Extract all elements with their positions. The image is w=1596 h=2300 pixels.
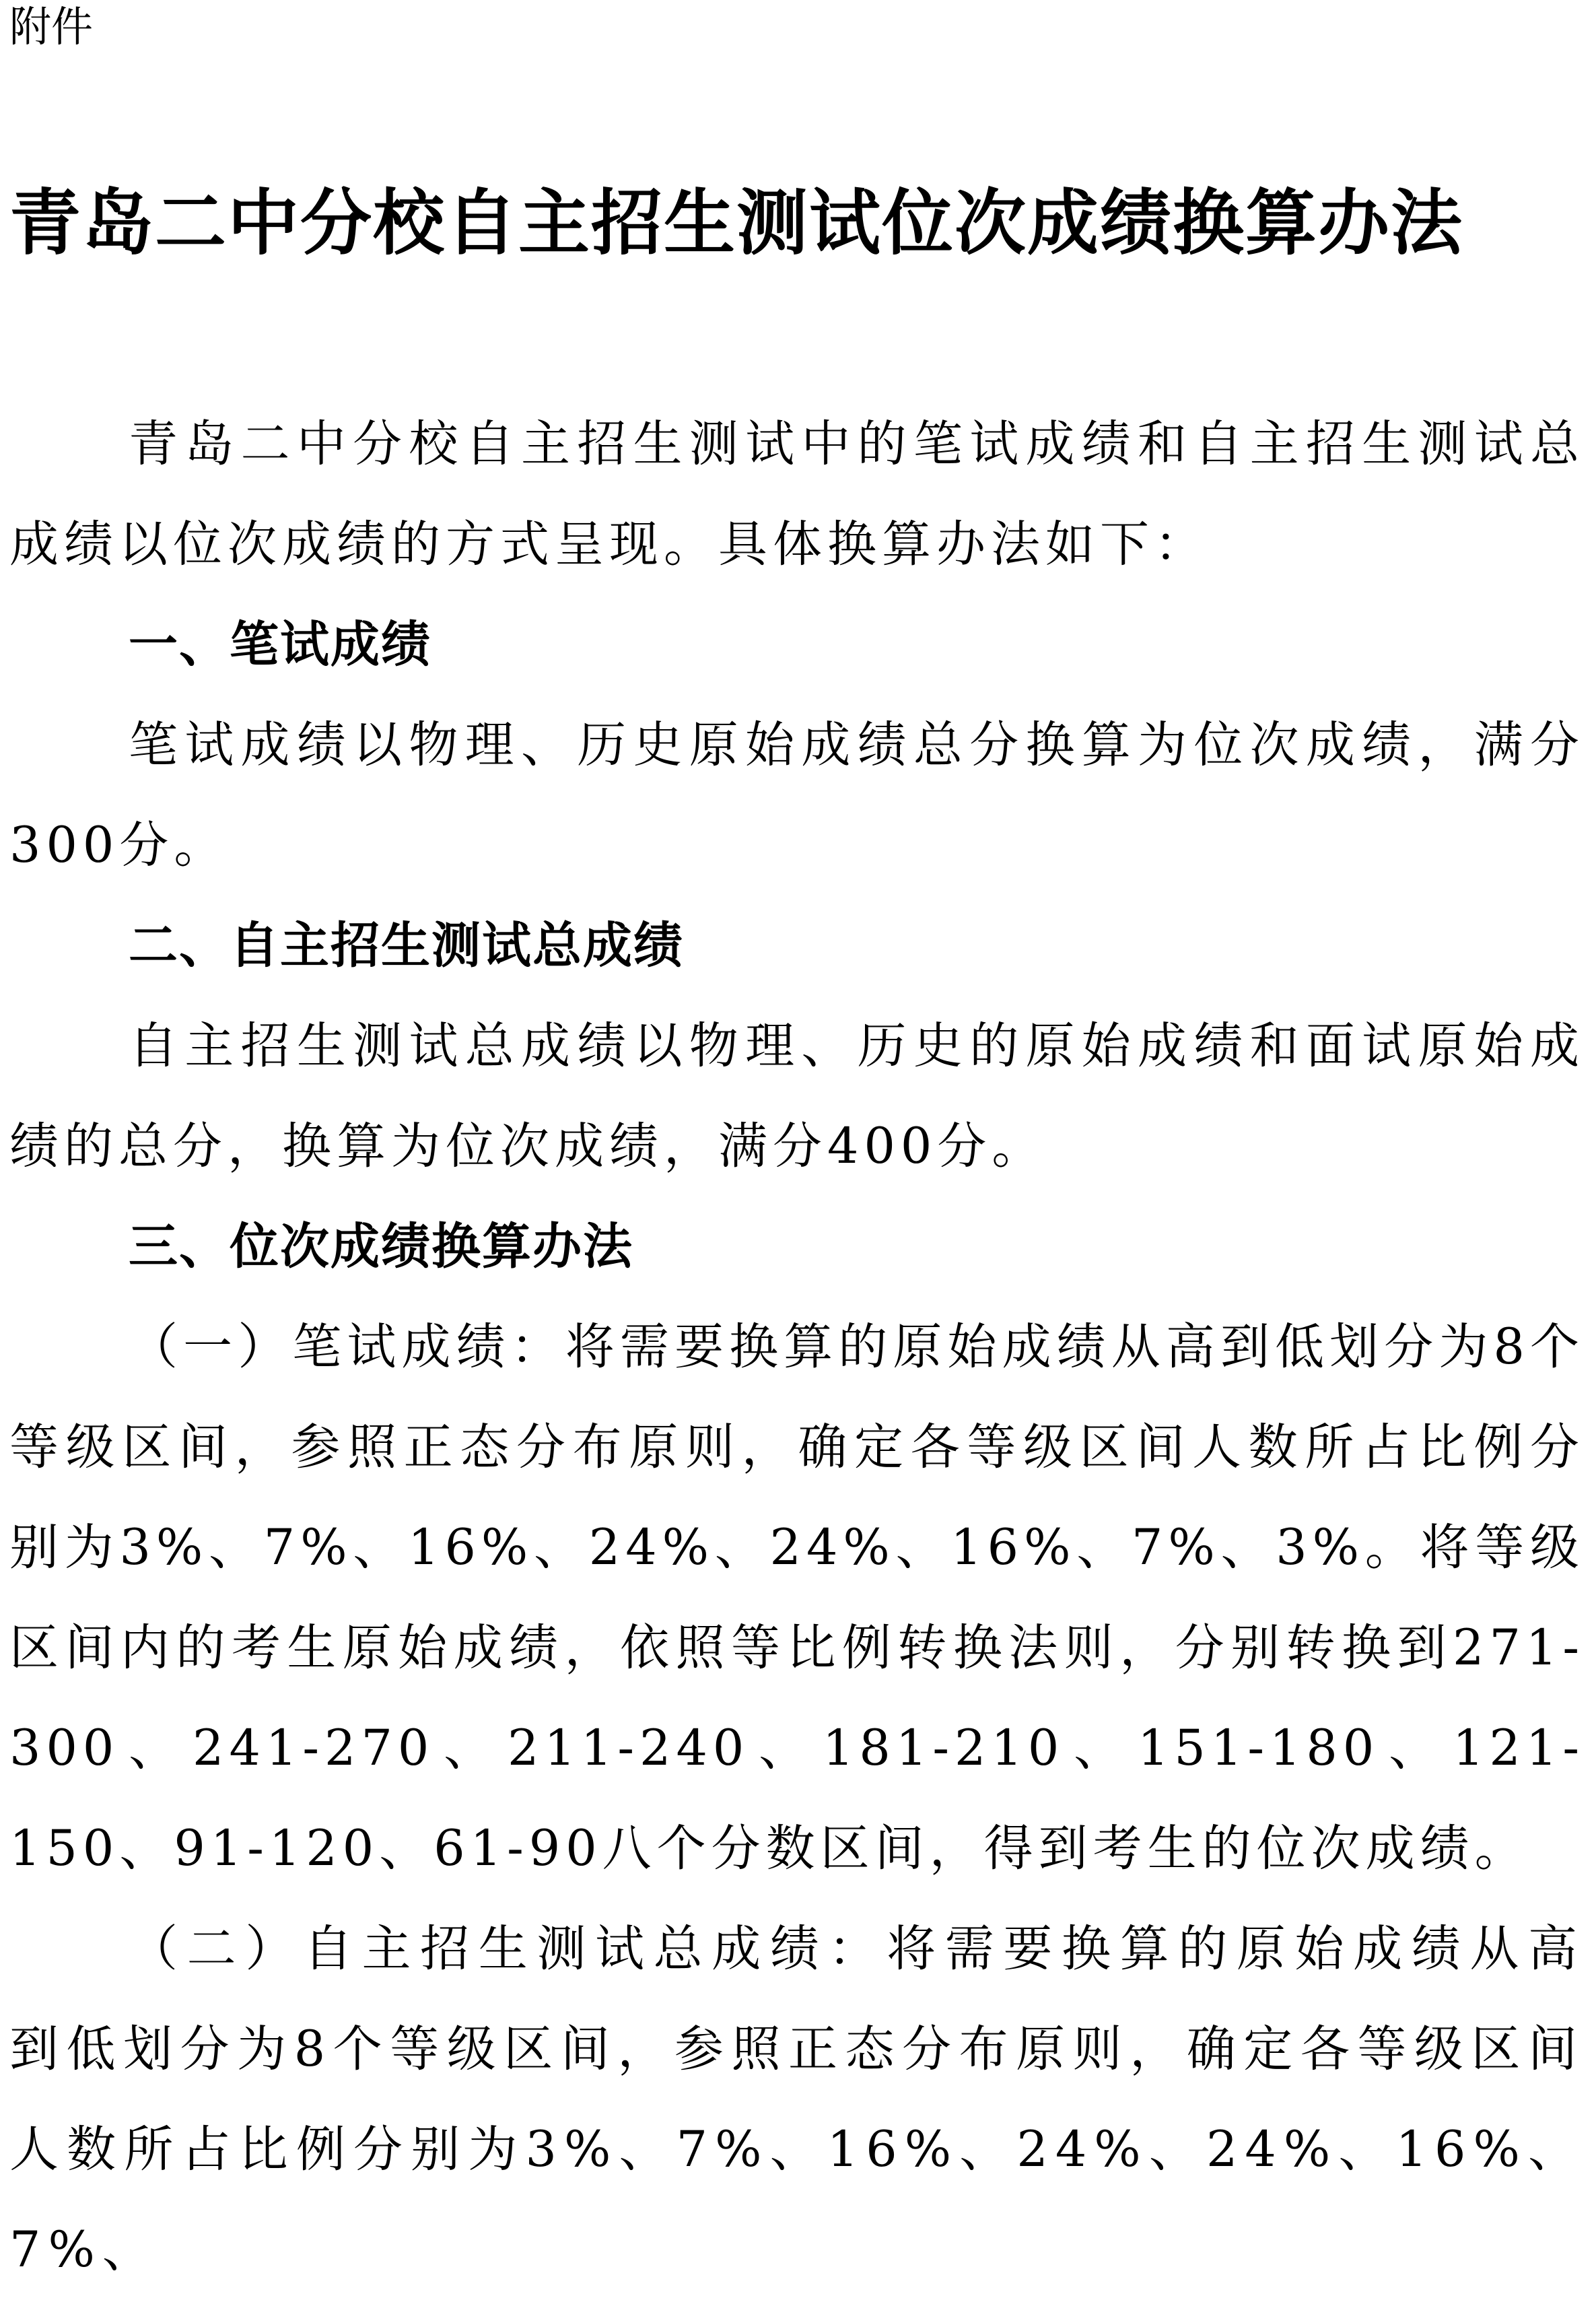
intro-paragraph: 青岛二中分校自主招生测试中的笔试成绩和自主招生测试总成绩以位次成绩的方式呈现。具体换算办法如下： — [9, 415, 1585, 573]
section-2-paragraph: 自主招生测试总成绩以物理、历史的原始成绩和面试原始成绩的总分，换算为位次成绩，满分400分。 — [9, 1017, 1585, 1175]
section-2-heading: 二、自主招生测试总成绩 — [129, 917, 684, 974]
section-1-heading: 一、笔试成绩 — [129, 616, 431, 673]
document-title: 青岛二中分校自主招生测试位次成绩换算办法 — [9, 180, 1463, 265]
section-1-paragraph: 笔试成绩以物理、历史原始成绩总分换算为位次成绩，满分300分。 — [9, 716, 1585, 874]
document-body — [9, 394, 1585, 2300]
section-3-heading: 三、位次成绩换算办法 — [129, 1218, 633, 1275]
section-3-sub-1-paragraph: （一）笔试成绩：将需要换算的原始成绩从高到低划分为8个等级区间，参照正态分布原则，确定各等级区间人数所占比例分别为3%、7%、16%、24%、24%、16%、7%、3%。将等级区间内的考生原始成绩，依照等比例转换法则，分别转换到271-300、241-270、211-240、181-210、151-180、121-150、91-120、61-90八个分数区间，得到考生的位次成绩。 — [9, 1318, 1585, 1877]
attachment-label: 附件 — [9, 2, 94, 51]
section-3-sub-2-paragraph: （二）自主招生测试总成绩：将需要换算的原始成绩从高到低划分为8个等级区间，参照正态分布原则，确定各等级区间人数所占比例分别为3%、7%、16%、24%、24%、16%、7%、 — [9, 1920, 1585, 2278]
